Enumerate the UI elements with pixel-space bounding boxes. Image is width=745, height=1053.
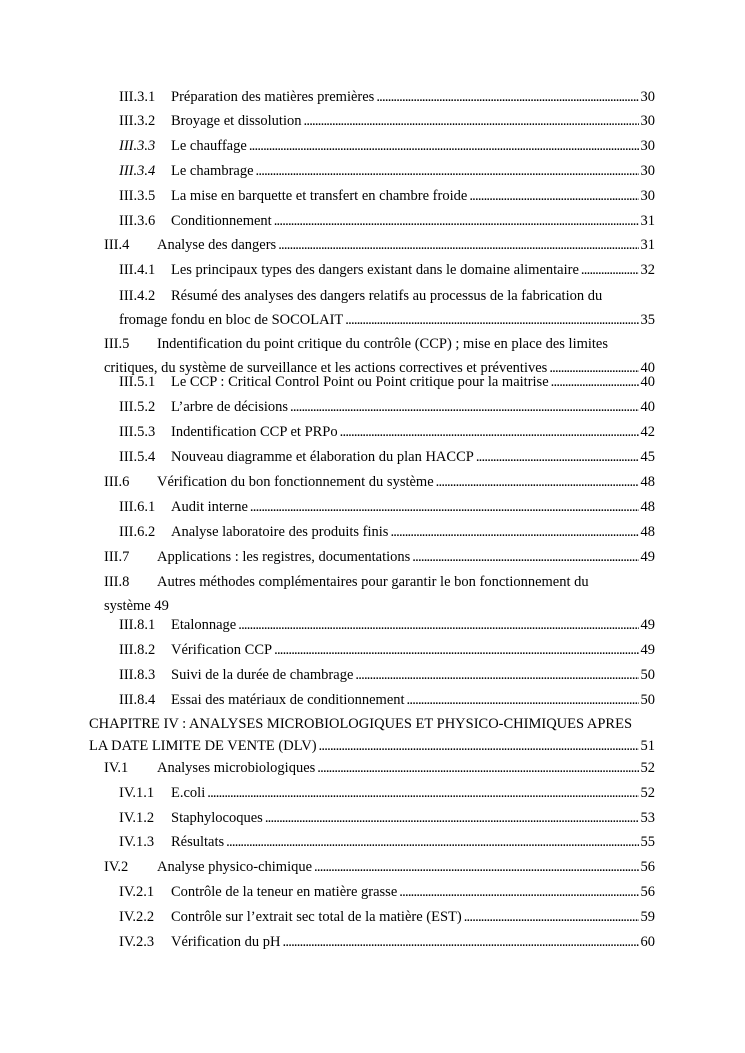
toc-number: III.6.2 <box>119 524 156 540</box>
toc-title: La mise en barquette et transfert en chambre froide <box>171 188 468 204</box>
toc-entry-iv-2-2[interactable] <box>119 907 655 927</box>
toc-leader <box>581 260 639 280</box>
toc-number: III.4.2 <box>119 288 156 304</box>
toc-title: Broyage et dissolution <box>171 113 302 129</box>
toc-entry-iii-3-4[interactable] <box>119 161 655 181</box>
toc-page: 53 <box>640 810 655 826</box>
toc-page: 56 <box>640 859 655 875</box>
toc-title-line2: système <box>104 598 151 614</box>
toc-number: IV.1.3 <box>119 834 155 850</box>
toc-leader <box>265 808 639 828</box>
toc-title: Analyse physico-chimique <box>157 859 313 875</box>
toc-number: III.3.3 <box>119 138 156 154</box>
toc-number: III.5.2 <box>119 399 156 415</box>
toc-number: III.6.1 <box>119 499 156 515</box>
toc-page: 31 <box>640 237 655 253</box>
toc-number: IV.2.1 <box>119 884 155 900</box>
toc-number: IV.1 <box>104 760 129 776</box>
toc-entry-iv-1-3[interactable] <box>119 832 655 852</box>
toc-leader <box>436 472 639 492</box>
toc-title: Conditionnement <box>171 213 272 229</box>
toc-number: III.8.1 <box>119 617 156 633</box>
toc-page: 48 <box>640 499 655 515</box>
toc-page: 30 <box>640 163 655 179</box>
toc-number: III.3.4 <box>119 163 156 179</box>
toc-leader <box>238 615 638 635</box>
toc-page: 56 <box>640 884 655 900</box>
toc-number: III.5.1 <box>119 374 156 390</box>
toc-title: L’arbre de décisions <box>171 399 289 415</box>
toc-leader <box>274 211 639 231</box>
toc-leader <box>250 497 639 517</box>
toc-page: 40 <box>640 360 655 376</box>
toc-leader <box>249 136 639 156</box>
toc-page: 30 <box>640 113 655 129</box>
toc-title: Vérification CCP <box>171 642 273 658</box>
toc-title: Analyse des dangers <box>157 237 277 253</box>
toc-leader <box>399 882 638 902</box>
toc-leader <box>317 758 638 778</box>
toc-number: III.8.3 <box>119 667 156 683</box>
toc-title: Contrôle de la teneur en matière grasse <box>171 884 398 900</box>
toc-page: 59 <box>640 909 655 925</box>
toc-number: IV.2.2 <box>119 909 155 925</box>
toc-entry-iii-3-5[interactable] <box>119 186 655 206</box>
toc-leader <box>274 640 638 660</box>
toc-number: III.5 <box>104 336 130 352</box>
toc-leader <box>355 665 638 685</box>
toc-title: Préparation des matières premières <box>171 89 375 105</box>
toc-title-line1: Résumé des analyses des dangers relatifs au processus de la fabrication du <box>171 288 603 304</box>
toc-title: Le chauffage <box>171 138 247 154</box>
toc-page: 49 <box>640 617 655 633</box>
toc-number: III.6 <box>104 474 130 490</box>
toc-leader <box>340 422 639 442</box>
toc-page: 49 <box>640 642 655 658</box>
toc-leader <box>464 907 639 927</box>
toc-leader <box>469 186 638 206</box>
toc-leader <box>376 87 638 107</box>
toc-number: III.5.4 <box>119 449 156 465</box>
toc-page: 52 <box>640 785 655 801</box>
toc-entry-iv-2-3[interactable] <box>119 932 655 952</box>
toc-page: 48 <box>640 474 655 490</box>
toc-leader <box>226 832 638 852</box>
toc-entry-iii-5-2[interactable] <box>119 397 655 417</box>
toc-page: 42 <box>640 424 655 440</box>
toc-entry-iii-4[interactable] <box>104 235 655 255</box>
toc-entry-iii-4-1[interactable] <box>119 260 655 280</box>
toc-entry-iv-2-1[interactable] <box>119 882 655 902</box>
toc-page: 35 <box>640 312 655 328</box>
toc-title: Staphylocoques <box>171 810 263 826</box>
toc-entry-iii-5-4[interactable] <box>119 447 655 467</box>
toc-entry-iii-6-2[interactable] <box>119 522 655 542</box>
toc-number: III.3.1 <box>119 89 156 105</box>
toc-chapter-title-line2: LA DATE LIMITE DE VENTE (DLV) <box>89 738 317 754</box>
toc-title: Applications : les registres, documentations <box>157 549 411 565</box>
toc-number: III.4.1 <box>119 262 156 278</box>
toc-page: 50 <box>640 692 655 708</box>
toc-page: 32 <box>640 262 655 278</box>
toc-title: Analyse laboratoire des produits finis <box>171 524 389 540</box>
toc-number: III.5.3 <box>119 424 156 440</box>
toc-entry-iv-1[interactable] <box>104 758 655 778</box>
toc-title: Vérification du pH <box>171 934 281 950</box>
toc-title: Audit interne <box>171 499 248 515</box>
toc-number: IV.1.2 <box>119 810 155 826</box>
toc-leader <box>256 161 639 181</box>
toc-page: 60 <box>640 934 655 950</box>
toc-number: III.8.4 <box>119 692 156 708</box>
toc-title: Résultats <box>171 834 225 850</box>
toc-entry-iii-8-1[interactable] <box>119 615 655 635</box>
toc-title: Etalonnage <box>171 617 237 633</box>
toc-number: IV.2.3 <box>119 934 155 950</box>
toc-entry-iii-5-1[interactable] <box>119 372 655 392</box>
toc-entry-iv-1-2[interactable] <box>119 808 655 828</box>
toc-number: III.3.2 <box>119 113 156 129</box>
toc-title: Indentification CCP et PRPo <box>171 424 338 440</box>
toc-leader <box>207 783 638 803</box>
toc-title: E.coli <box>171 785 206 801</box>
toc-leader <box>304 111 639 131</box>
toc-number: III.3.6 <box>119 213 156 229</box>
toc-leader <box>412 547 638 567</box>
toc-entry-iii-3-1[interactable] <box>119 87 655 107</box>
toc-page: 52 <box>640 760 655 776</box>
toc-page: 45 <box>640 449 655 465</box>
toc-leader <box>290 397 638 417</box>
toc-number: III.8 <box>104 574 130 590</box>
toc-page: 40 <box>640 374 655 390</box>
toc-entry-iv-2[interactable] <box>104 857 655 877</box>
toc-entry-iii-3-6[interactable] <box>119 211 655 231</box>
toc-page: 51 <box>640 738 655 754</box>
toc-leader <box>278 235 638 255</box>
toc-number: III.7 <box>104 549 130 565</box>
toc-page: 30 <box>640 188 655 204</box>
toc-title: Le CCP : Critical Control Point ou Point critique pour la maitrise <box>171 374 549 390</box>
toc-title: Le chambrage <box>171 163 254 179</box>
toc-title-line2: critiques, du système de surveillance et les actions correctives et préventives <box>104 360 548 376</box>
toc-leader <box>476 447 639 467</box>
toc-entry-iii-3-2[interactable] <box>119 111 655 131</box>
toc-page: 49 <box>640 549 655 565</box>
toc-title: Les principaux types des dangers existant dans le domaine alimentaire <box>171 262 579 278</box>
toc-title: Analyses microbiologiques <box>157 760 316 776</box>
toc-entry-iii-8[interactable] <box>104 572 655 616</box>
toc-page: 30 <box>640 138 655 154</box>
toc-leader <box>314 857 638 877</box>
toc-entry-iii-7[interactable] <box>104 547 655 567</box>
toc-title-line1: Indentification du point critique du contrôle (CCP) ; mise en place des limites <box>157 336 609 352</box>
toc-entry-iii-6[interactable] <box>104 472 655 492</box>
toc-page: 40 <box>640 399 655 415</box>
toc-page: 49 <box>154 598 169 614</box>
toc-leader <box>319 736 639 756</box>
toc-page: 31 <box>640 213 655 229</box>
toc-entry-iii-8-2[interactable] <box>119 640 655 660</box>
toc-title: Contrôle sur l’extrait sec total de la matière (EST) <box>171 909 462 925</box>
toc-entry-iii-8-3[interactable] <box>119 665 655 685</box>
toc-number: IV.1.1 <box>119 785 155 801</box>
toc-entry-iii-8-4[interactable] <box>119 690 655 710</box>
toc-leader <box>407 690 639 710</box>
toc-entry-iii-5-3[interactable] <box>119 422 655 442</box>
toc-chapter-title-line1: CHAPITRE IV : ANALYSES MICROBIOLOGIQUES ET PHYSICO-CHIMIQUES APRES <box>89 716 633 732</box>
toc-number: IV.2 <box>104 859 129 875</box>
toc-number: III.4 <box>104 237 130 253</box>
toc-page: 50 <box>640 667 655 683</box>
toc-title: Suivi de la durée de chambrage <box>171 667 354 683</box>
toc-page: 30 <box>640 89 655 105</box>
toc-entry-iv-1-1[interactable] <box>119 783 655 803</box>
toc-page: 55 <box>640 834 655 850</box>
toc-title: Essai des matériaux de conditionnement <box>171 692 405 708</box>
toc-title: Vérification du bon fonctionnement du système <box>157 474 434 490</box>
toc-leader <box>390 522 638 542</box>
toc-entry-iii-6-1[interactable] <box>119 497 655 517</box>
toc-page: 48 <box>640 524 655 540</box>
toc-title-line1: Autres méthodes complémentaires pour garantir le bon fonctionnement du <box>157 574 589 590</box>
toc-leader <box>345 310 638 330</box>
toc-entry-iii-3-3[interactable] <box>119 136 655 156</box>
toc-number: III.3.5 <box>119 188 156 204</box>
toc-title: Nouveau diagramme et élaboration du plan HACCP <box>171 449 474 465</box>
toc-title-line2: fromage fondu en bloc de SOCOLAIT <box>119 312 344 328</box>
toc-entry-chapitre-iv[interactable] <box>89 714 655 756</box>
toc-leader <box>551 372 639 392</box>
toc-entry-iii-4-2[interactable] <box>119 286 655 330</box>
toc-leader <box>283 932 639 952</box>
toc-number: III.8.2 <box>119 642 156 658</box>
